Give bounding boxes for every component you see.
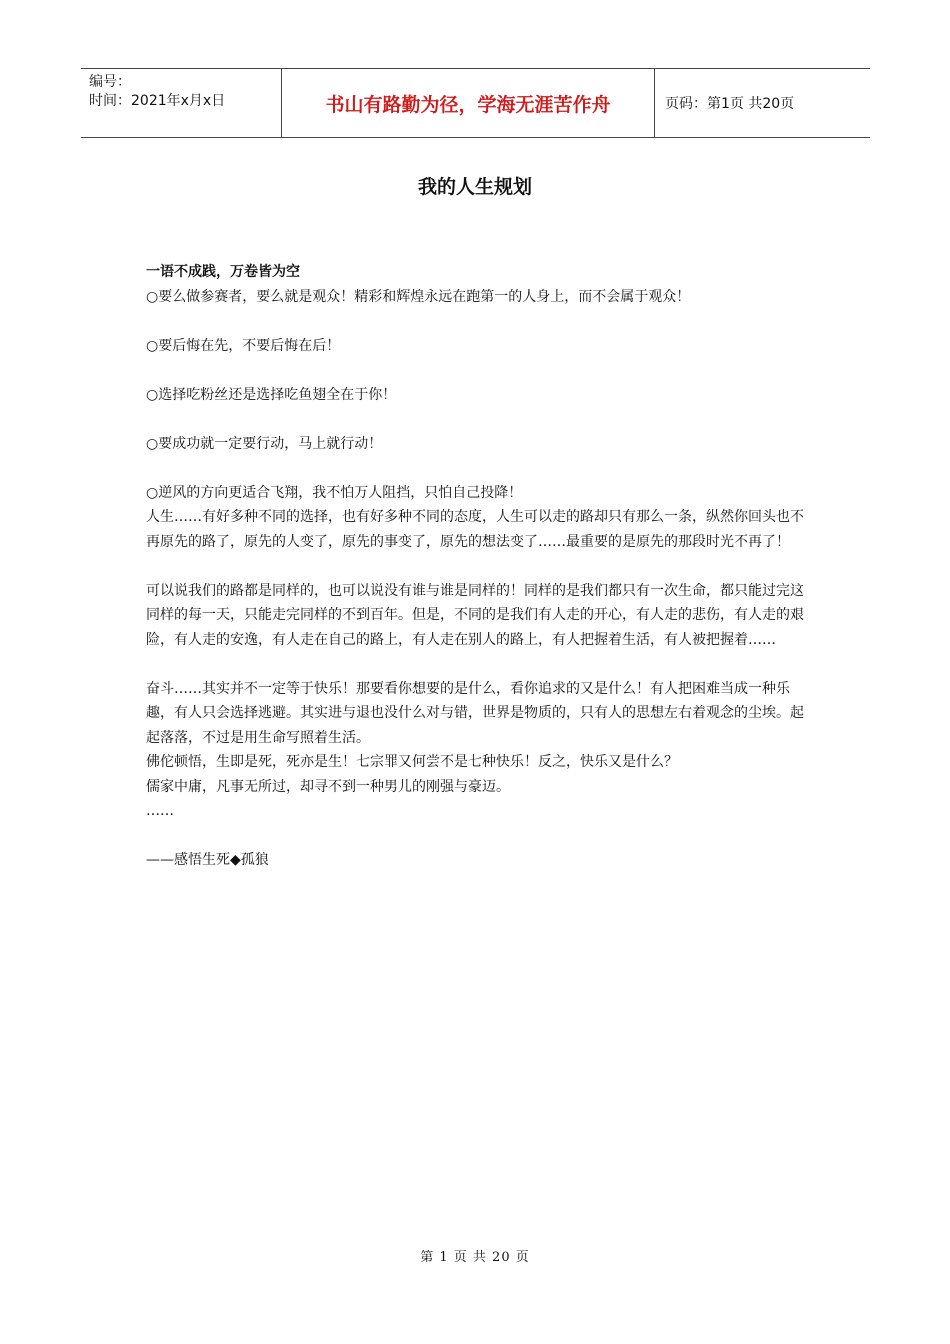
body-paragraph: 儒家中庸，凡事无所过，却寻不到一种男儿的刚强与豪迈。 bbox=[146, 778, 510, 795]
header-motto: 书山有路勤为径，学海无涯苦作舟 bbox=[281, 69, 655, 137]
number-label: 编号： bbox=[89, 74, 131, 90]
ellipsis-line: …… bbox=[146, 803, 174, 819]
header-table bbox=[81, 68, 870, 138]
time-label: 时间：2021年x月x日 bbox=[89, 93, 226, 109]
body-paragraph: 可以说我们的路都是同样的，也可以说没有谁与谁是同样的！同样的是我们都只有一次生命，都只能过完这同样的每一天，只能走完同样的不到百年。但是，不同的是我们有人走的开心，有人走的悲伤，有人走的艰险，有人走的安逸，有人走在自己的路上，有人走在别人的路上，有人把握着生活，有人被把握着…… bbox=[146, 582, 804, 648]
body-paragraph: 人生……有好多种不同的选择，也有好多种不同的态度，人生可以走的路却只有那么一条，纵然你回头也不再原先的路了，原先的人变了，原先的事变了，原先的想法变了……最重要的是原先的那段时光不再了！ bbox=[146, 509, 804, 550]
spacer bbox=[146, 652, 816, 677]
body-paragraph: 奋斗……其实并不一定等于快乐！那要看你想要的是什么，看你追求的又是什么！有人把困难当成一种乐趣，有人只会选择逃避。其实进与退也没什么对与错，世界是物质的，只有人的思想左右着观念的尘埃。起起落落，不过是用生命写照着生活。 bbox=[146, 680, 804, 746]
spacer bbox=[146, 456, 816, 481]
quote-line: ○要么做参赛者，要么就是观众！精彩和辉煌永远在跑第一的人身上，而不会属于观众！ bbox=[146, 288, 691, 305]
document-body bbox=[146, 260, 816, 873]
spacer bbox=[146, 358, 816, 383]
header-page-info: 页码：第1页 共20页 bbox=[665, 96, 795, 112]
quote-line: ○要后悔在先，不要后悔在后！ bbox=[146, 337, 341, 354]
spacer bbox=[146, 309, 816, 334]
quote-line: ○要成功就一定要行动，马上就行动！ bbox=[146, 435, 383, 452]
page-footer: 第 1 页 共 20 页 bbox=[420, 1250, 530, 1265]
spacer bbox=[146, 824, 816, 849]
body-paragraph: 佛佗顿悟，生即是死，死亦是生！七宗罪又何尝不是七种快乐！反之，快乐又是什么？ bbox=[146, 754, 678, 770]
spacer bbox=[146, 554, 816, 579]
spacer bbox=[146, 407, 816, 432]
signature-line: ——感悟生死◆孤狼 bbox=[146, 852, 269, 868]
section-subheading: 一语不成践，万卷皆为空 bbox=[146, 264, 300, 280]
header-meta bbox=[81, 69, 281, 137]
page-title: 我的人生规划 bbox=[417, 176, 532, 198]
quote-line: ○选择吃粉丝还是选择吃鱼翅全在于你！ bbox=[146, 386, 397, 403]
quote-line: ○逆风的方向更适合飞翔，我不怕万人阻挡，只怕自己投降！ bbox=[146, 484, 523, 501]
